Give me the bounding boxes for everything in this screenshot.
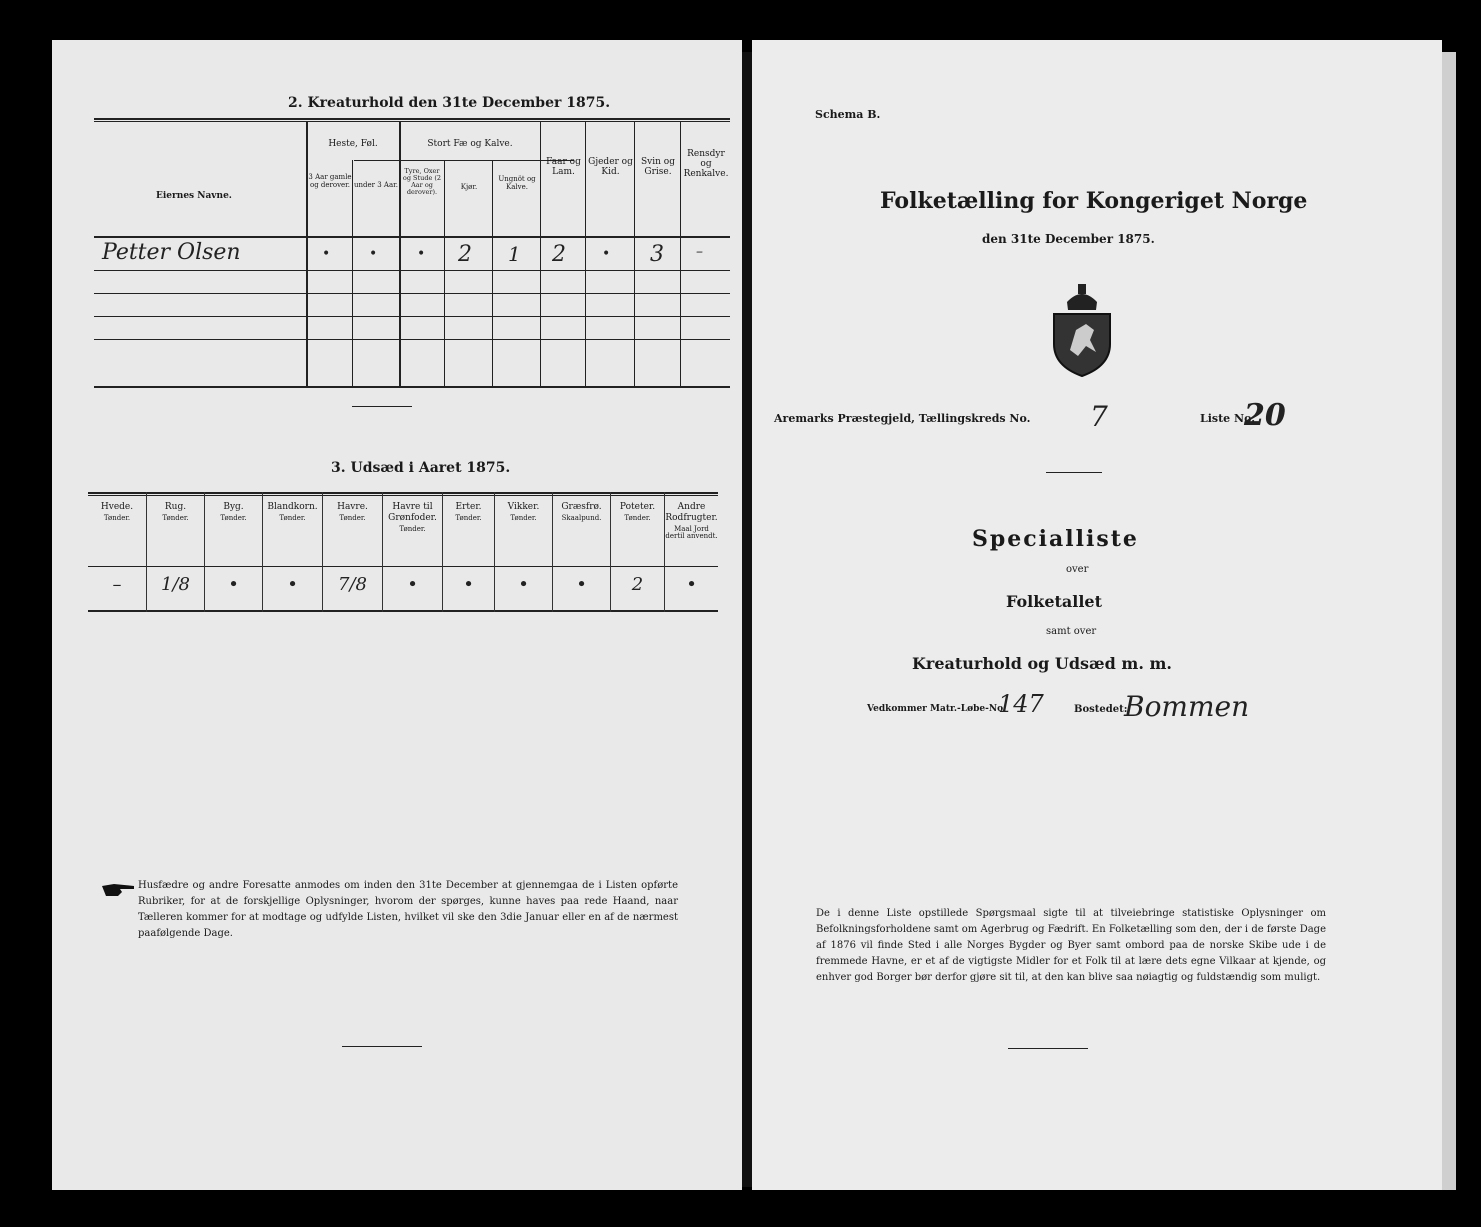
sowing-column-unit: Tønder. bbox=[510, 513, 537, 522]
sowing-value: 1/8 bbox=[161, 574, 190, 595]
goats-value: • bbox=[602, 246, 611, 262]
livestock-table bbox=[94, 118, 730, 386]
sowing-value: • bbox=[407, 574, 418, 595]
sowing-column-head: Havre. bbox=[337, 502, 368, 512]
left-page bbox=[52, 40, 742, 1190]
title-separator bbox=[1046, 472, 1102, 473]
sowing-column-unit: Tønder. bbox=[220, 513, 247, 522]
sowing-column-head: Havre til Grønfoder. bbox=[388, 502, 437, 523]
sowing-column bbox=[494, 492, 552, 612]
owner-name: Petter Olsen bbox=[102, 240, 241, 265]
sowing-column bbox=[610, 492, 664, 612]
header-horses-young: under 3 Aar. bbox=[354, 181, 398, 189]
sowing-column bbox=[382, 492, 442, 612]
samt-over-label: samt over bbox=[1046, 626, 1097, 637]
instructions-notice: Husfædre og andre Foresatte anmodes om inden den 31te December at gjennemgaa de i Listen opførte Rubriker, for at de forskjellige Oplysninger, hvorom der spørges, kunne haves paa rede Haand, naar Tælleren kommer for at modtage og udfylde Listen, hvilket vil ske den 3die Januar eller en af de nærmest paafølgende Dage. bbox=[138, 880, 678, 939]
reindeer-value: – bbox=[696, 244, 703, 260]
header-reindeer: Rensdyr og Renkalve. bbox=[683, 149, 729, 179]
page-edge bbox=[1442, 52, 1456, 1190]
sowing-column-unit: Tønder. bbox=[103, 513, 131, 522]
cows-value: 2 bbox=[458, 242, 472, 267]
header-sheep: Faar og Lam. bbox=[546, 157, 581, 177]
sowing-column-unit: Tønder. bbox=[339, 513, 366, 522]
sowing-column bbox=[552, 492, 610, 612]
book-gutter bbox=[742, 52, 752, 1187]
kreaturhold-heading: Kreaturhold og Udsæd m. m. bbox=[912, 654, 1172, 673]
sowing-column-unit: Tønder. bbox=[455, 513, 482, 522]
matr-number: 147 bbox=[998, 690, 1044, 718]
sowing-column-head: Rug. bbox=[164, 502, 187, 512]
header-cattle: Stort Fæ og Kalve. bbox=[427, 139, 513, 149]
header-young-cattle: Ungnöt og Kalve. bbox=[498, 175, 536, 191]
census-title: Folketælling for Kongeriget Norge bbox=[880, 188, 1308, 214]
bostedet-label: Bostedet: bbox=[1074, 704, 1128, 715]
sowing-column-unit: Skaalpund. bbox=[561, 513, 602, 522]
sowing-column-unit: Tønder. bbox=[399, 524, 426, 533]
sowing-value: • bbox=[518, 574, 529, 595]
sowing-column bbox=[146, 492, 204, 612]
sowing-column-head: Erter. bbox=[455, 502, 482, 512]
sowing-value: • bbox=[287, 574, 298, 595]
header-goats: Gjeder og Kid. bbox=[588, 157, 633, 177]
prestegjeld-label: Aremarks Præstegjeld, Tællingskreds No. bbox=[774, 412, 1031, 425]
section3-title: 3. Udsæd i Aaret 1875. bbox=[331, 460, 511, 476]
sowing-value: • bbox=[463, 574, 474, 595]
specialliste-heading: Specialliste bbox=[972, 526, 1139, 552]
pigs-value: 3 bbox=[650, 242, 664, 267]
horses-young-value: • bbox=[369, 246, 378, 262]
sowing-column-head: Græsfrø. bbox=[561, 502, 602, 512]
bostedet-value: Bommen bbox=[1124, 690, 1250, 723]
sowing-column-head: Byg. bbox=[223, 502, 244, 512]
header-bulls: Tyre, Oxer og Stude (2 Aar og derover). bbox=[402, 167, 442, 197]
sowing-column-unit: Tønder. bbox=[279, 513, 306, 522]
sowing-column-head: Hvede. bbox=[100, 502, 134, 512]
coat-of-arms-icon bbox=[1042, 280, 1122, 380]
folketallet-heading: Folketallet bbox=[1006, 592, 1102, 611]
sowing-column-head: Poteter. bbox=[619, 502, 656, 512]
sowing-column-head: Andre Rodfrugter. bbox=[665, 502, 718, 523]
horses-old-value: • bbox=[322, 246, 331, 262]
sowing-column-unit: Maal Jord dertil anvendt. bbox=[665, 524, 718, 541]
header-owner: Eiernes Navne. bbox=[156, 191, 232, 201]
liste-number: 20 bbox=[1244, 398, 1286, 433]
sowing-value: – bbox=[112, 574, 122, 595]
pointing-hand-icon bbox=[100, 880, 138, 900]
over-label: over bbox=[1066, 564, 1089, 575]
schema-label: Schema B. bbox=[815, 108, 881, 121]
sheep-value: 2 bbox=[552, 242, 566, 267]
sowing-value: • bbox=[228, 574, 239, 595]
sowing-column bbox=[664, 492, 718, 612]
census-date: den 31te December 1875. bbox=[982, 232, 1155, 246]
bottom-separator bbox=[342, 1046, 422, 1047]
header-cows: Kjør. bbox=[460, 183, 478, 191]
sowing-column bbox=[262, 492, 322, 612]
kreds-number: 7 bbox=[1090, 400, 1108, 433]
sowing-column-head: Blandkorn. bbox=[267, 502, 318, 512]
sowing-column bbox=[204, 492, 262, 612]
sowing-column bbox=[322, 492, 382, 612]
matr-label: Vedkommer Matr.-Løbe-No. bbox=[867, 704, 1007, 714]
sowing-value: 2 bbox=[631, 574, 644, 595]
sowing-column-head: Vikker. bbox=[507, 502, 540, 512]
sowing-value: • bbox=[686, 574, 697, 595]
sowing-column bbox=[88, 492, 146, 612]
header-horses: Heste, Føl. bbox=[328, 139, 378, 149]
sowing-column bbox=[442, 492, 494, 612]
sowing-column-unit: Tønder. bbox=[162, 513, 189, 522]
separator bbox=[352, 406, 412, 407]
sowing-value: 7/8 bbox=[338, 574, 367, 595]
right-page bbox=[752, 40, 1442, 1190]
header-horses-old: 3 Aar gamle og derover. bbox=[308, 173, 352, 189]
bulls-value: • bbox=[417, 246, 426, 262]
header-pigs: Svin og Grise. bbox=[641, 157, 675, 177]
section2-title: 2. Kreaturhold den 31te December 1875. bbox=[288, 95, 611, 111]
sowing-value: • bbox=[576, 574, 587, 595]
young-cattle-value: 1 bbox=[508, 242, 521, 266]
liste-label: Liste No. bbox=[1200, 412, 1256, 425]
sowing-column-unit: Tønder. bbox=[624, 513, 651, 522]
bottom-separator-right bbox=[1008, 1048, 1088, 1049]
sowing-table bbox=[88, 492, 718, 612]
purpose-paragraph: De i denne Liste opstillede Spørgsmaal sigte til at tilveiebringe statistiske Oplysninger om Befolkningsforholdene samt om Agerbrug og Fædrift. En Folketælling som den, der i de første Dage af 1876 vil finde Sted i alle Norges Bygder og Byer samt ombord paa de norske Skibe ude i de fremmede Havne, er et af de vigtigste Midler for et Folk til at lære dets egne Vilkaar at kjende, og enhver god Borger bør derfor gjøre sit til, at den kan blive saa nøiagtig og fuldstændig som muligt. bbox=[816, 908, 1326, 983]
